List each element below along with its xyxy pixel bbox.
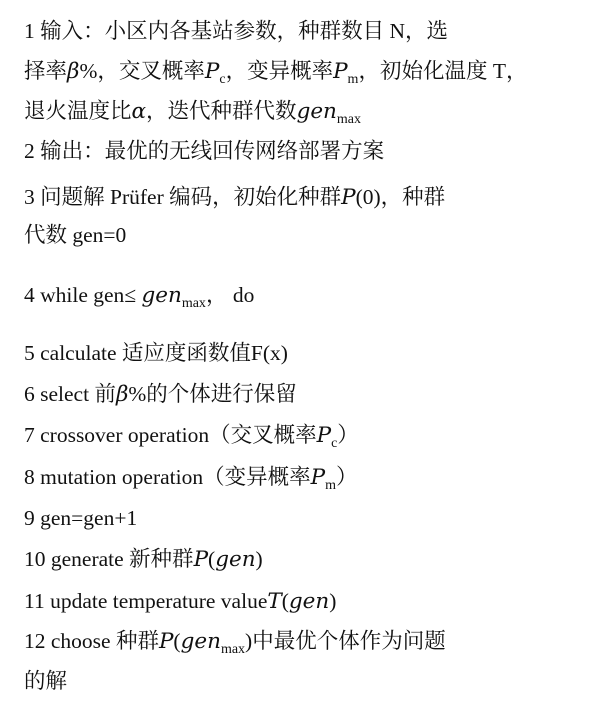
- step-text: %，交叉概率: [79, 59, 205, 83]
- math-symbol: gen: [141, 283, 182, 308]
- math-symbol: P: [310, 465, 326, 490]
- math-symbol: T: [267, 589, 282, 614]
- step-text: ， do: [205, 283, 255, 307]
- step-text: ): [255, 547, 263, 571]
- step-text: ): [329, 589, 337, 613]
- step-text: (: [208, 547, 216, 571]
- step-text: 择率: [24, 59, 68, 83]
- step-text: 7 crossover operation（交叉概率: [24, 423, 317, 447]
- step-text: ）: [337, 423, 359, 447]
- math-symbol: gen: [215, 547, 256, 572]
- step-text: 代数 gen=0: [24, 223, 127, 247]
- step-text: 1 输入：小区内各基站参数，种群数目 N，选: [24, 19, 449, 43]
- algorithm-step-8-line-1: [24, 462, 588, 493]
- algorithm-step-5-line-1: [24, 338, 588, 368]
- step-text: 9 gen=gen+1: [24, 506, 138, 530]
- algorithm-step-7-line-1: [24, 420, 588, 451]
- step-text: %的个体进行保留: [128, 382, 297, 406]
- math-symbol: P: [158, 629, 174, 654]
- step-text: 2 输出：最优的无线回传网络部署方案: [24, 139, 385, 163]
- math-symbol: P: [333, 59, 348, 84]
- step-text: ，初始化温度 T，: [358, 59, 528, 83]
- algorithm-step-11-line-1: [24, 586, 588, 617]
- algorithm-step-10-line-1: [24, 544, 588, 575]
- algorithm-step-3-line-1: [24, 182, 588, 213]
- step-text: (0)，种群: [355, 185, 446, 209]
- math-subscript: max: [220, 642, 246, 657]
- algorithm-step-1-line-1: [24, 16, 588, 46]
- step-text: ，变异概率: [225, 59, 334, 83]
- math-subscript: c: [219, 72, 226, 87]
- step-text: 6 select 前: [24, 382, 116, 406]
- step-text: ）: [336, 465, 358, 489]
- math-symbol: β: [67, 59, 80, 84]
- step-text: 12 choose 种群: [24, 629, 159, 653]
- step-text: (: [281, 589, 289, 613]
- math-subscript: m: [347, 72, 359, 87]
- algorithm-step-3-line-2: [24, 220, 588, 250]
- step-text: 退火温度比: [24, 99, 132, 123]
- algorithm-step-4-line-1: [24, 280, 588, 311]
- math-subscript: m: [325, 478, 336, 493]
- math-symbol: P: [193, 547, 209, 572]
- math-symbol: P: [316, 423, 332, 448]
- step-text: 5 calculate 适应度函数值F(x): [24, 341, 288, 365]
- math-symbol: gen: [180, 629, 221, 654]
- math-subscript: max: [181, 296, 206, 311]
- algorithm-step-6-line-1: [24, 379, 588, 410]
- step-text: (: [173, 629, 181, 653]
- step-text: 的解: [24, 669, 68, 693]
- step-text: 4 while gen≤: [24, 283, 142, 307]
- algorithm-step-1-line-3: [24, 96, 588, 127]
- step-text: )中最优个体作为问题: [245, 629, 446, 653]
- math-symbol: P: [204, 59, 220, 84]
- math-symbol: β: [115, 382, 129, 407]
- step-text: 11 update temperature value: [24, 589, 268, 613]
- math-subscript: c: [331, 436, 338, 451]
- math-symbol: gen: [288, 589, 330, 614]
- math-symbol: P: [341, 185, 356, 210]
- algorithm-step-1-line-2: [24, 56, 588, 87]
- algorithm-step-12-line-2: [24, 666, 588, 696]
- algorithm-step-9-line-1: [24, 503, 588, 533]
- math-subscript: max: [336, 112, 362, 127]
- algorithm-step-12-line-1: [24, 626, 588, 657]
- step-text: 10 generate 新种群: [24, 547, 194, 571]
- step-text: 3 问题解 Prüfer 编码，初始化种群: [24, 185, 342, 209]
- math-symbol: α: [131, 99, 147, 124]
- step-text: 8 mutation operation（变异概率: [24, 465, 311, 489]
- algorithm-step-2-line-1: [24, 136, 588, 166]
- math-symbol: gen: [296, 99, 337, 124]
- step-text: ，迭代种群代数: [146, 99, 297, 123]
